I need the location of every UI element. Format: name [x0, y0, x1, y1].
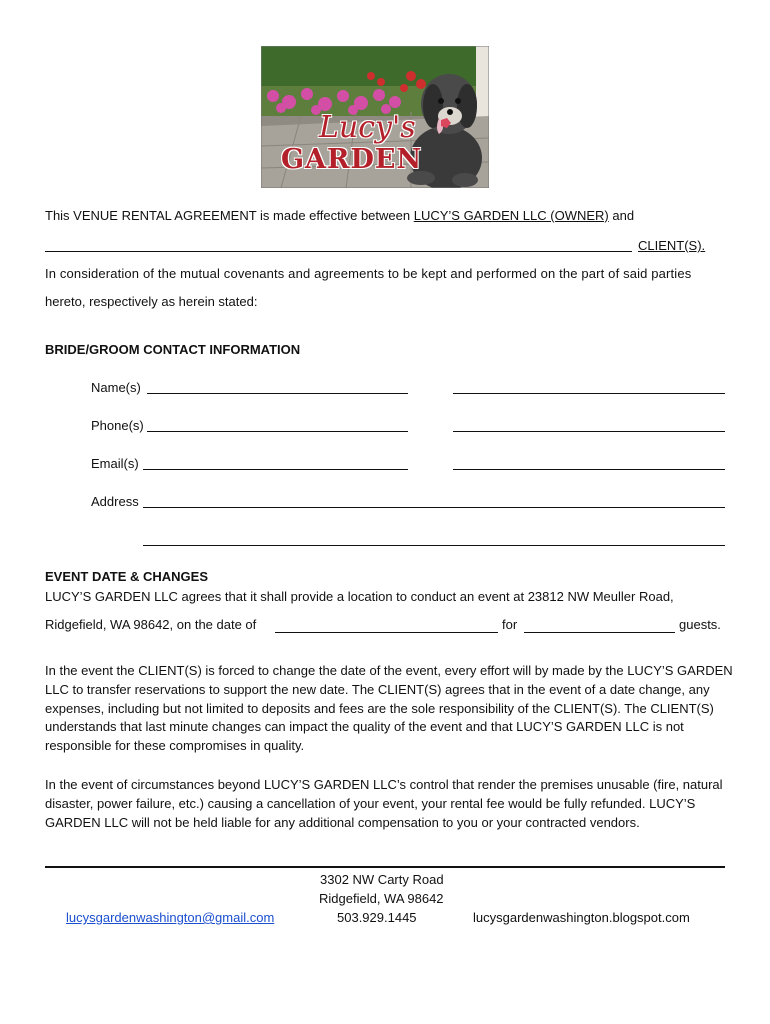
event-date-field[interactable] [275, 632, 498, 633]
footer-divider [45, 866, 725, 868]
logo-garden-text: GARDEN [281, 144, 423, 175]
guest-count-field[interactable] [524, 632, 675, 633]
logo-script-text: Lucy's [319, 110, 416, 145]
phone-field-1[interactable] [147, 431, 408, 432]
client-name-field[interactable] [45, 251, 632, 252]
address-field-2[interactable] [143, 545, 725, 546]
intro-line [45, 208, 634, 224]
name-field-2[interactable] [453, 393, 725, 394]
event-line-1: LUCY’S GARDEN LLC agrees that it shall provide a location to conduct an event at 23812 NW Meuller Road, [45, 589, 674, 604]
client-label: CLIENT(S). [638, 238, 706, 253]
footer-address-line-1: 3302 NW Carty Road [320, 872, 444, 887]
intro-pre: This VENUE RENTAL AGREEMENT is made effective between [45, 208, 414, 223]
event-line-2-mid: for [502, 617, 518, 632]
footer-address-line-2: Ridgefield, WA 98642 [319, 891, 444, 906]
event-heading: EVENT DATE & CHANGES [45, 569, 208, 584]
consideration-line-2: hereto, respectively as herein stated: [45, 294, 258, 309]
email-field-1[interactable] [143, 469, 408, 470]
email-label: Email(s) [91, 456, 139, 471]
contact-heading: BRIDE/GROOM CONTACT INFORMATION [45, 342, 301, 357]
name-label: Name(s) [91, 380, 141, 395]
date-change-paragraph: In the event the CLIENT(S) is forced to change the date of the event, every effort will by made by the LUCY’S GARDEN LLC to transfer reservations to support the new date. The CLIENT(S) agrees that in the event of a date change, any expenses, including but not limited to deposits and fees are the sole responsibility of the CLIENT(S). The CLIENT(S) understands that last minute changes can impact the quality of the event and that LUCY’S GARDEN LLC is not responsible for these compromises in quality. [45, 663, 733, 754]
address-field-1[interactable] [143, 507, 725, 508]
footer-phone: 503.929.1445 [337, 910, 417, 925]
name-field-1[interactable] [147, 393, 408, 394]
circumstances-paragraph: In the event of circumstances beyond LUCY’S GARDEN LLC’s control that render the premises unusable (fire, natural disaster, power failure, etc.) causing a cancellation of your event, your rental fee would be fully refunded. LUCY’S GARDEN LLC will not be held liable for any additional compensation to you or your contracted vendors. [45, 777, 723, 830]
event-line-2-post: guests. [679, 617, 721, 632]
lucys-garden-logo [261, 46, 489, 188]
phone-field-2[interactable] [453, 431, 725, 432]
footer-email-link[interactable]: lucysgardenwashington@gmail.com [66, 910, 275, 925]
event-line-2-pre: Ridgefield, WA 98642, on the date of [45, 617, 257, 632]
phone-label: Phone(s) [91, 418, 144, 433]
address-label: Address [91, 494, 139, 509]
email-field-2[interactable] [453, 469, 725, 470]
intro-post: and [608, 208, 635, 223]
footer-blog: lucysgardenwashington.blogspot.com [473, 910, 690, 925]
consideration-line-1: In consideration of the mutual covenants and agreements to be kept and performed on the part of said parties [45, 266, 692, 281]
owner-name: LUCY’S GARDEN LLC (OWNER) [413, 208, 609, 223]
